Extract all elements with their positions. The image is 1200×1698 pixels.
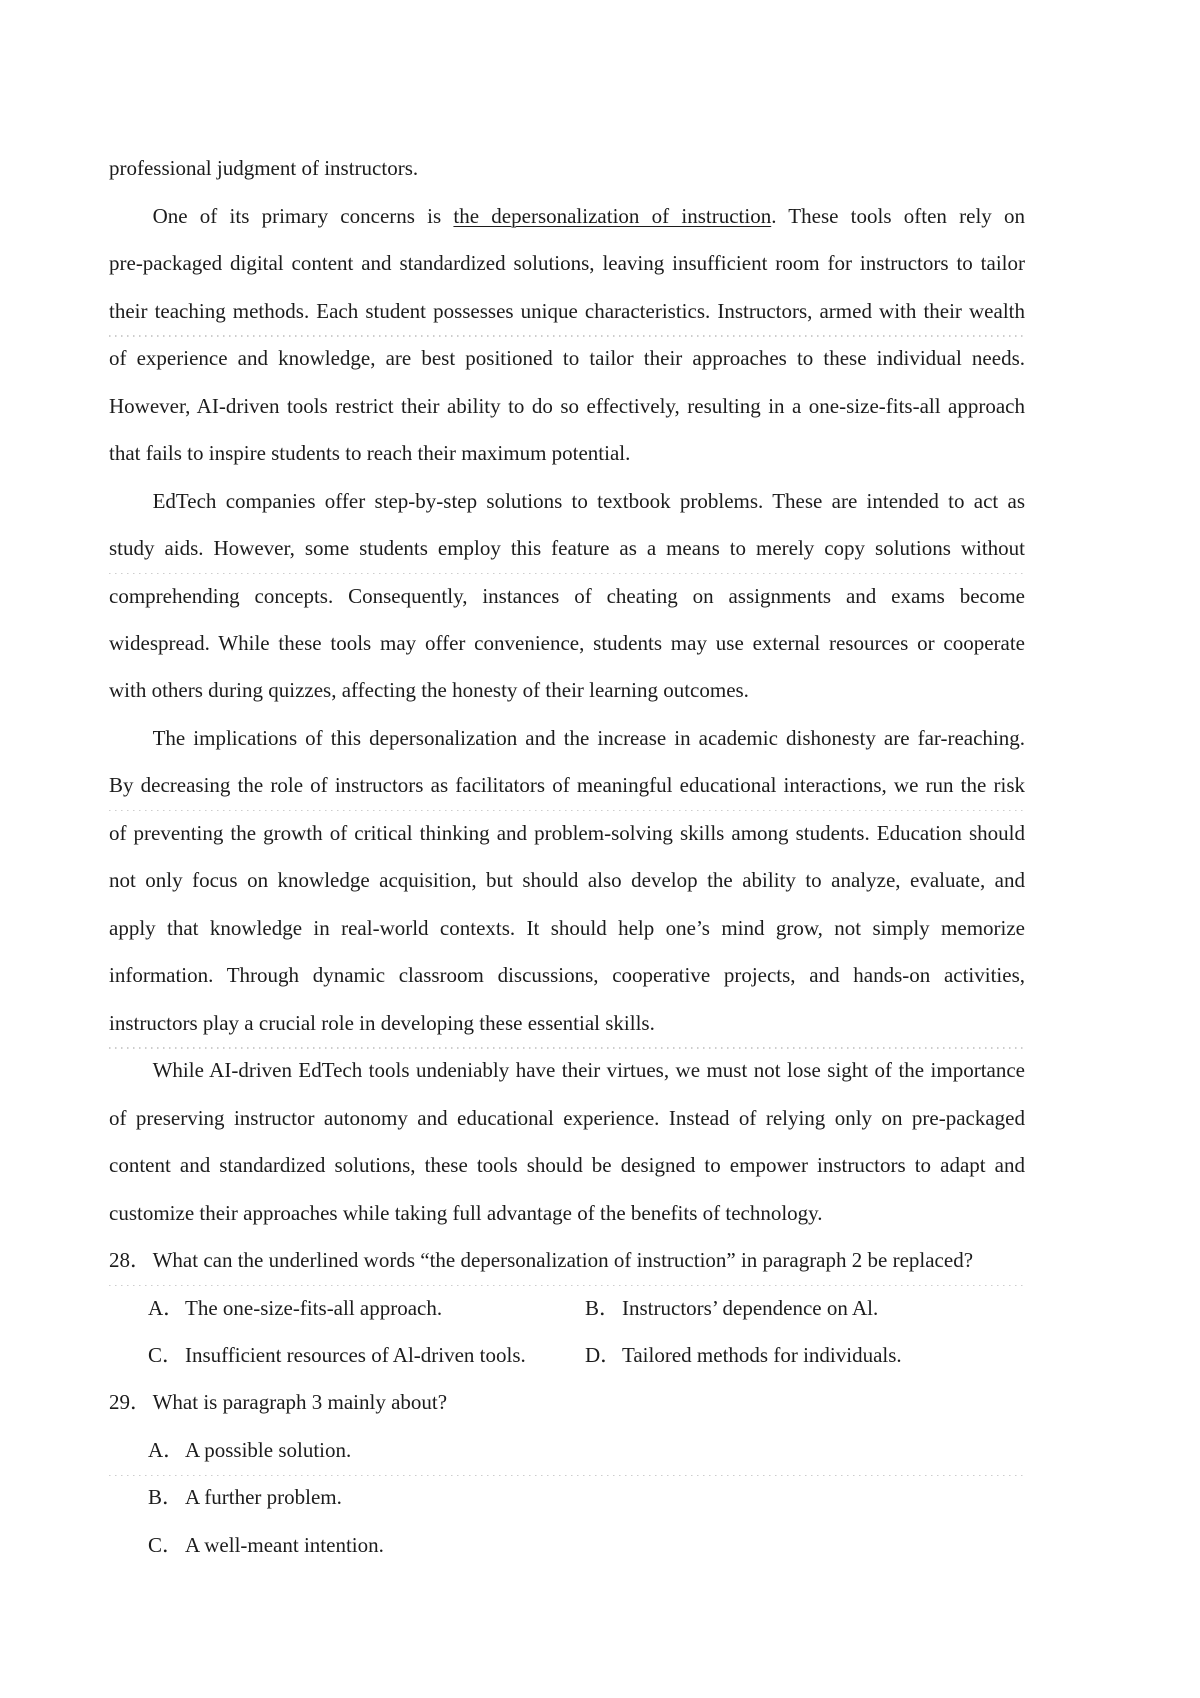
- option-label: A．: [148, 1437, 185, 1462]
- question-stem: [109, 1237, 1025, 1284]
- passage-line: customize their approaches while taking full advantage of the benefits of technology.: [109, 1200, 823, 1225]
- paragraph-1: [109, 145, 1025, 192]
- question-28: [109, 1237, 1025, 1379]
- option-d: [585, 1332, 902, 1379]
- paragraph-2: [109, 193, 1025, 478]
- passage-line: professional judgment of instructors.: [109, 156, 419, 181]
- question-number: 28．: [109, 1248, 151, 1273]
- passage-line: EdTech companies offer step-by-step solutions to textbook problems. These are intended to act as: [152, 488, 1025, 513]
- option-label: B．: [148, 1485, 184, 1510]
- passage-line: comprehending concepts. Consequently, instances of cheating on assignments and exams become: [109, 583, 1025, 608]
- passage-line: not only focus on knowledge acquisition, but should also develop the ability to analyze, evaluate, and: [109, 868, 1025, 893]
- option-text: Insufficient resources of Al-driven tools.: [185, 1343, 526, 1368]
- underlined-phrase: the depersonalization of instruction: [453, 203, 772, 228]
- question-29: [109, 1379, 1025, 1569]
- option-row: [109, 1522, 1025, 1569]
- question-text: What can the underlined words “the depersonalization of instruction” in paragraph 2 be replaced?: [152, 1248, 974, 1273]
- passage-line: apply that knowledge in real-world contexts. It should help one’s mind grow, not simply memorize: [109, 915, 1025, 940]
- option-b: [148, 1474, 342, 1521]
- option-row: [109, 1332, 1025, 1379]
- option-a: [148, 1427, 351, 1474]
- option-row: [109, 1427, 1025, 1474]
- option-text: The one-size-fits-all approach.: [185, 1295, 443, 1320]
- passage-line: their teaching methods. Each student possesses unique characteristics. Instructors, armed with their wealth: [109, 298, 1025, 323]
- paragraph-5: [109, 1047, 1025, 1237]
- exam-page: [109, 145, 1025, 1569]
- option-text: A possible solution.: [185, 1437, 352, 1462]
- option-a: [148, 1285, 442, 1332]
- option-text: Instructors’ dependence on Al.: [622, 1295, 879, 1320]
- passage-line: The implications of this depersonalization and the increase in academic dishonesty are far-reaching.: [152, 725, 1025, 750]
- question-stem: [109, 1379, 1025, 1426]
- passage-line: However, AI-driven tools restrict their ability to do so effectively, resulting in a one-size-fits-all approach: [109, 393, 1025, 418]
- passage-line: of experience and knowledge, are best positioned to tailor their approaches to these individual needs.: [109, 346, 1025, 371]
- passage-line: instructors play a crucial role in developing these essential skills.: [109, 1010, 655, 1035]
- passage-line: By decreasing the role of instructors as facilitators of meaningful educational interactions, we run the risk: [109, 773, 1025, 798]
- option-text: A well-meant intention.: [185, 1532, 384, 1557]
- option-c: [148, 1332, 526, 1379]
- passage-line: While AI-driven EdTech tools undeniably have their virtues, we must not lose sight of the importance: [152, 1058, 1025, 1083]
- passage-line: study aids. However, some students employ this feature as a means to merely copy solutions without: [109, 536, 1025, 561]
- paragraph-4: [109, 715, 1025, 1047]
- question-text: What is paragraph 3 mainly about?: [152, 1390, 448, 1415]
- passage-line: of preventing the growth of critical thinking and problem-solving skills among students. Education should: [109, 820, 1025, 845]
- passage-line: of preserving instructor autonomy and educational experience. Instead of relying only on pre-packaged: [109, 1105, 1025, 1130]
- option-text: A further problem.: [185, 1485, 342, 1510]
- option-label: B．: [585, 1295, 621, 1320]
- passage-line: with others during quizzes, affecting the honesty of their learning outcomes.: [109, 678, 749, 703]
- passage-line: information. Through dynamic classroom discussions, cooperative projects, and hands-on activities,: [109, 963, 1025, 988]
- option-label: C．: [148, 1532, 184, 1557]
- line-text: One of its primary concerns is: [152, 203, 442, 228]
- passage-line: pre-packaged digital content and standardized solutions, leaving insufficient room for instructors to tailor: [109, 251, 1025, 276]
- option-text: Tailored methods for individuals.: [622, 1343, 902, 1368]
- option-c: [148, 1522, 384, 1569]
- option-b: [585, 1285, 878, 1332]
- passage-line: [109, 193, 1025, 240]
- line-text: . These tools often rely on: [771, 203, 1025, 228]
- option-row: [109, 1285, 1025, 1332]
- passage-line: that fails to inspire students to reach their maximum potential.: [109, 441, 631, 466]
- option-label: D．: [585, 1343, 622, 1368]
- option-row: [109, 1474, 1025, 1521]
- paragraph-3: [109, 478, 1025, 715]
- option-label: A．: [148, 1295, 185, 1320]
- passage-line: content and standardized solutions, these tools should be designed to empower instructors to adapt and: [109, 1153, 1025, 1178]
- option-label: C．: [148, 1343, 184, 1368]
- question-number: 29．: [109, 1390, 151, 1415]
- passage-line: widespread. While these tools may offer convenience, students may use external resources or cooperate: [109, 630, 1025, 655]
